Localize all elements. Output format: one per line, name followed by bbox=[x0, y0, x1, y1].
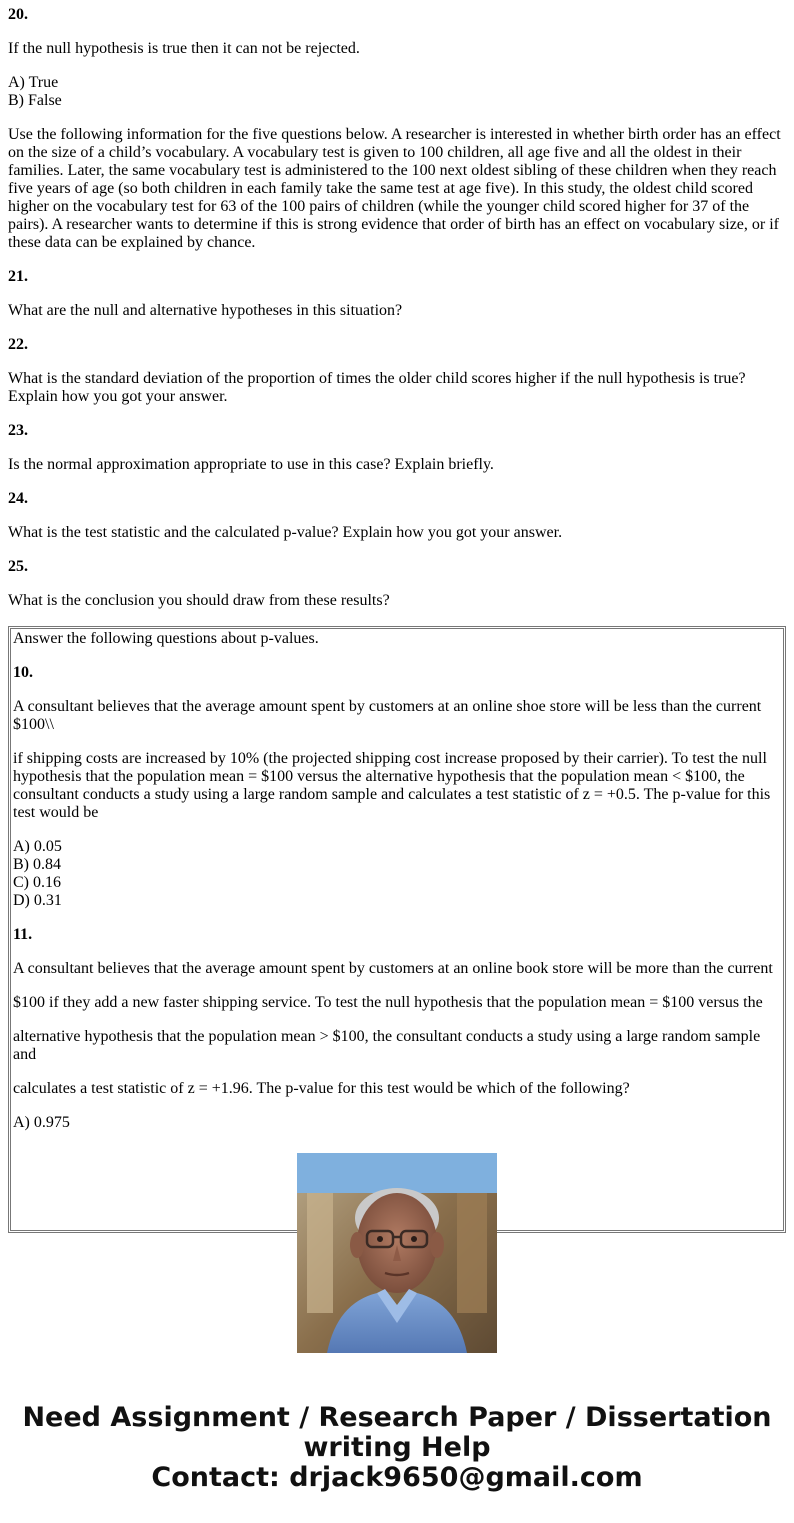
question-11-line4: calculates a test statistic of z = +1.96. The p-value for this test would be which of the following? bbox=[13, 1080, 630, 1097]
question-20-text: If the null hypothesis is true then it can not be rejected. bbox=[8, 40, 360, 57]
shared-info-paragraph: Use the following information for the five questions below. A researcher is interested in whether birth order has an effect on the size of a child’s vocabulary. A vocabulary test is given to 100 children, all age five and all the oldest in their families. Later, the same vocabulary test is administered to the 100 next oldest sibling of these children when they reach five years of age (so both children in each family take the same test at age five). In this study, the oldest child scored higher on the vocabulary test for 63 of the 100 pairs of children (while the younger child scored higher for 37 of the pairs). A researcher wants to determine if this is strong evidence that order of birth has an effect on vocabulary size, or if these data can be explained by chance. bbox=[8, 126, 781, 251]
question-21-text: What are the null and alternative hypotheses in this situation? bbox=[8, 302, 403, 319]
pvalue-questions-box-inner bbox=[10, 628, 784, 1231]
author-avatar bbox=[297, 1153, 497, 1353]
question-23-text: Is the normal approximation appropriate to use in this case? Explain briefly. bbox=[8, 456, 494, 473]
footer-contact-banner bbox=[0, 1403, 794, 1493]
question-23-number: 23. bbox=[8, 422, 28, 439]
question-11-line3: alternative hypothesis that the population mean > $100, the consultant conducts a study using a large random sample and bbox=[13, 1028, 761, 1063]
question-10-options bbox=[13, 838, 781, 910]
question-11-number: 11. bbox=[13, 926, 33, 943]
author-portrait-image bbox=[297, 1153, 497, 1353]
question-10-line2: if shipping costs are increased by 10% (the projected shipping cost increase proposed by their carrier). To test the null hypothesis that the population mean = $100 versus the alternative hypothesis that the population mean < $100, the consultant conducts a study using a large random sample and calculates a test statistic of z = +0.5. The p-value for this test would be bbox=[13, 750, 771, 821]
question-10-number: 10. bbox=[13, 664, 33, 681]
footer-line-3: Contact: drjack9650@gmail.com bbox=[151, 1462, 643, 1493]
question-22-number: 22. bbox=[8, 336, 28, 353]
footer-line-2: writing Help bbox=[303, 1432, 491, 1463]
question-22-text: What is the standard deviation of the proportion of times the older child scores higher if the null hypothesis is true? Explain how you got your answer. bbox=[8, 370, 746, 405]
question-25-text: What is the conclusion you should draw from these results? bbox=[8, 592, 390, 609]
question-10-option-a: A) 0.05 bbox=[13, 838, 62, 855]
question-20-option-b: B) False bbox=[8, 92, 62, 109]
question-10-line1: A consultant believes that the average amount spent by customers at an online shoe store will be less than the current $100\\ bbox=[13, 698, 762, 733]
question-24-number: 24. bbox=[8, 490, 28, 507]
question-20-options bbox=[8, 74, 786, 110]
footer-line-1: Need Assignment / Research Paper / Dissertation bbox=[22, 1402, 772, 1433]
box-intro: Answer the following questions about p-values. bbox=[13, 630, 319, 647]
question-24-text: What is the test statistic and the calculated p-value? Explain how you got your answer. bbox=[8, 524, 563, 541]
question-10-option-b: B) 0.84 bbox=[13, 856, 61, 873]
question-11-option-a: A) 0.975 bbox=[13, 1114, 70, 1131]
question-11-line2: $100 if they add a new faster shipping service. To test the null hypothesis that the population mean = $100 versus the bbox=[13, 994, 763, 1011]
question-10-option-c: C) 0.16 bbox=[13, 874, 61, 891]
question-20-number: 20. bbox=[8, 6, 28, 23]
question-11-line1: A consultant believes that the average amount spent by customers at an online book store will be more than the current bbox=[13, 960, 773, 977]
question-20-option-a: A) True bbox=[8, 74, 59, 91]
question-25-number: 25. bbox=[8, 558, 28, 575]
question-21-number: 21. bbox=[8, 268, 28, 285]
question-10-option-d: D) 0.31 bbox=[13, 892, 62, 909]
pvalue-questions-box bbox=[8, 626, 786, 1233]
